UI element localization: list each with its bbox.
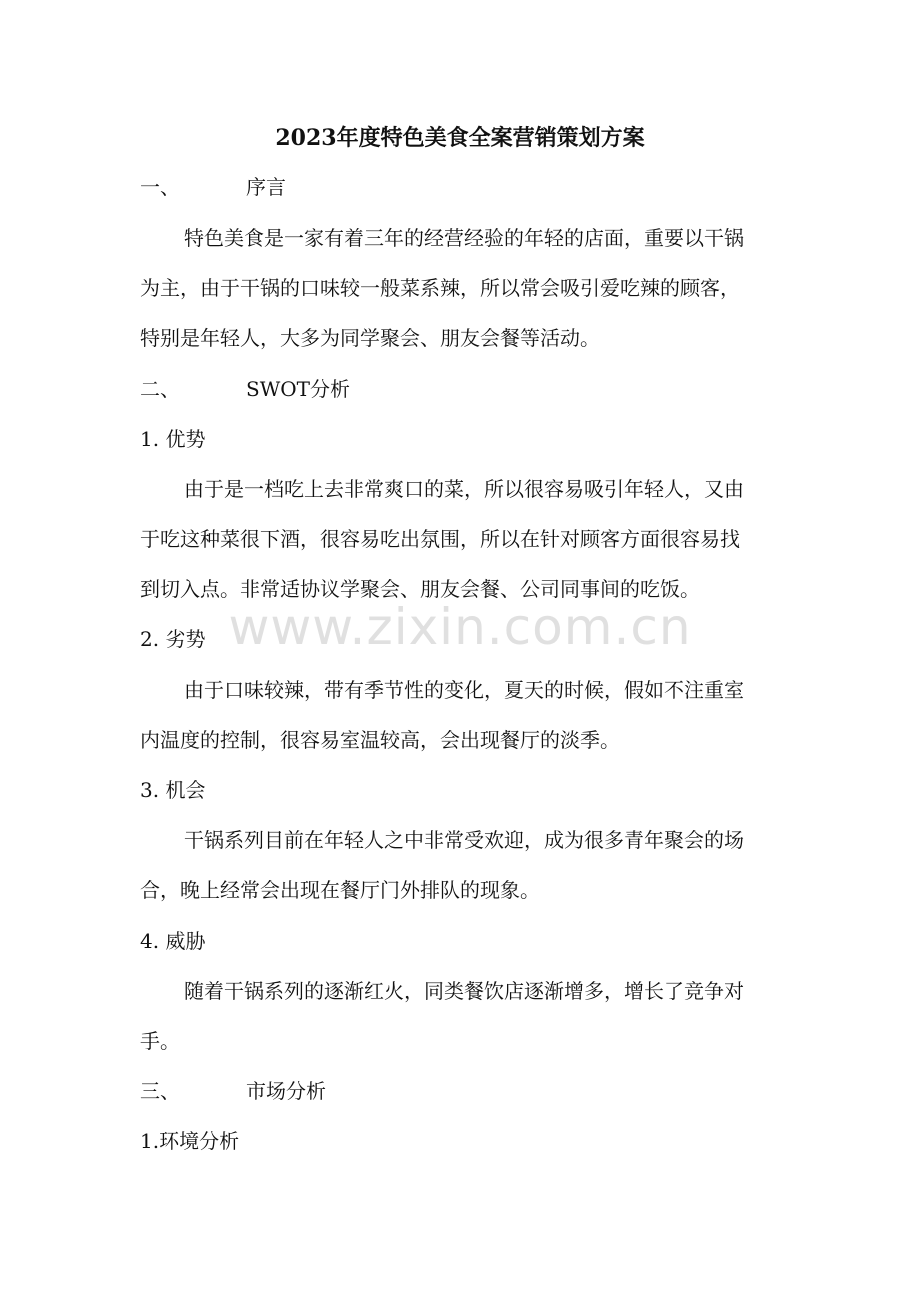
subheading-opportunity: 3. 机会 — [140, 778, 206, 802]
paragraph-line: 随着干锅系列的逐渐红火，同类餐饮店逐渐增多，增长了竞争对 — [184, 979, 744, 1003]
section-title: SWOT分析 — [246, 377, 350, 401]
section-title: 序言 — [246, 175, 286, 199]
section-title: 市场分析 — [246, 1079, 326, 1103]
section-heading-market — [140, 1076, 780, 1106]
paragraph-line: 合，晚上经常会出现在餐厅门外排队的现象。 — [140, 878, 540, 902]
paragraph-line: 内温度的控制，很容易室温较高，会出现餐厅的淡季。 — [140, 728, 620, 752]
paragraph-line: 特别是年轻人，大多为同学聚会、朋友会餐等活动。 — [140, 326, 600, 350]
paragraph-line: 手。 — [140, 1029, 180, 1053]
section-number: 一、 — [140, 175, 180, 199]
watermark: www.zixin.com.cn — [228, 598, 692, 656]
paragraph-line: 由于口味较辣，带有季节性的变化，夏天的时候，假如不注重室 — [184, 678, 744, 702]
paragraph-line: 于吃这种菜很下酒，很容易吃出氛围，所以在针对顾客方面很容易找 — [140, 527, 740, 551]
section-number: 二、 — [140, 377, 180, 401]
section-number: 三、 — [140, 1079, 180, 1103]
document-title: 2023年度特色美食全案营销策划方案 — [275, 125, 645, 151]
section-heading-preface — [140, 172, 780, 202]
subheading-strength: 1. 优势 — [140, 427, 206, 451]
subheading-environment: 1.环境分析 — [140, 1129, 240, 1153]
paragraph-line: 干锅系列目前在年轻人之中非常受欢迎，成为很多青年聚会的场 — [184, 828, 744, 852]
subheading-weakness: 2. 劣势 — [140, 627, 206, 651]
section-heading-swot — [140, 374, 780, 404]
subheading-threat: 4. 威胁 — [140, 929, 206, 953]
paragraph-line: 到切入点。非常适协议学聚会、朋友会餐、公司同事间的吃饭。 — [140, 577, 700, 601]
paragraph-line: 由于是一档吃上去非常爽口的菜，所以很容易吸引年轻人，又由 — [184, 477, 744, 501]
paragraph-line: 为主，由于干锅的口味较一般菜系辣，所以常会吸引爱吃辣的顾客， — [140, 276, 740, 300]
paragraph-line: 特色美食是一家有着三年的经营经验的年轻的店面，重要以干锅 — [184, 226, 744, 250]
